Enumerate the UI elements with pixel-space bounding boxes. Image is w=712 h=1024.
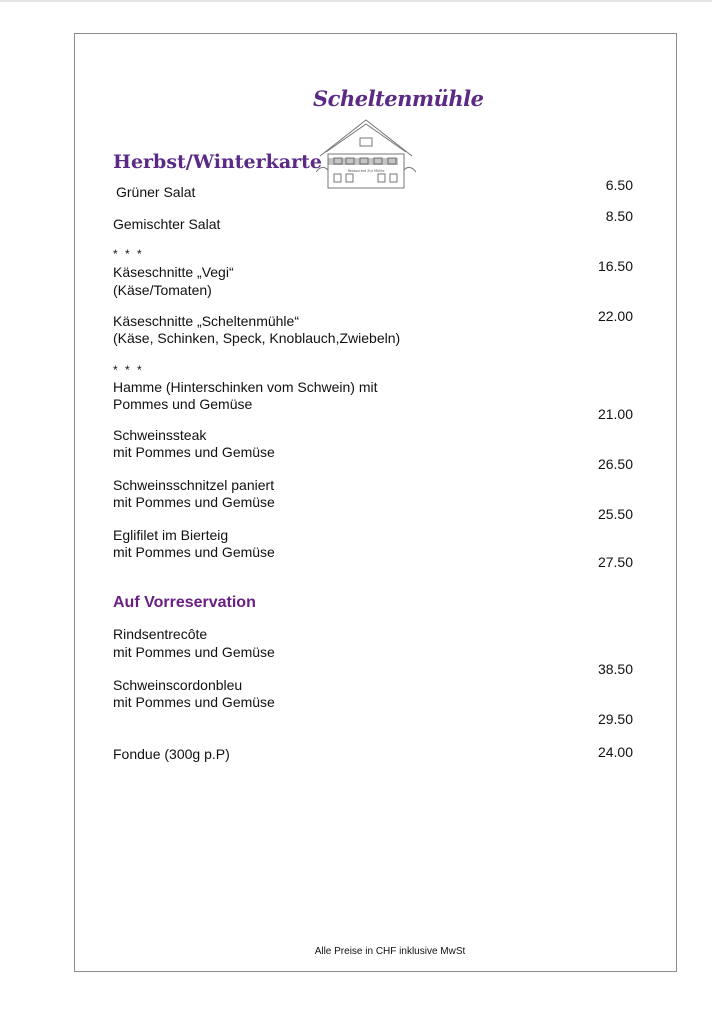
- item-6-price: 26.50: [597, 456, 633, 472]
- item-3-price: 16.50: [597, 258, 633, 274]
- top-edge-line: [0, 0, 712, 2]
- item-3-detail: (Käse/Tomaten): [113, 282, 212, 298]
- item-4-name: Käseschnitte „Scheltenmühle“: [113, 313, 299, 329]
- restaurant-logo-text: Scheltenmühle: [313, 86, 484, 111]
- item-2-name: Gemischter Salat: [113, 216, 221, 232]
- res-item-2-name: Schweinscordonbleu: [113, 677, 243, 693]
- res-item-1-price: 38.50: [597, 661, 633, 677]
- item-8-detail: mit Pommes und Gemüse: [113, 544, 275, 560]
- res-item-3-price: 24.00: [597, 744, 633, 760]
- house-drawing-icon: [316, 114, 416, 190]
- separator-1: * * *: [113, 247, 144, 261]
- res-item-1-name: Rindsentrecôte: [113, 626, 208, 642]
- item-6-detail: mit Pommes und Gemüse: [113, 444, 275, 460]
- separator-2: * * *: [113, 363, 144, 377]
- house-caption: Restaurant Zur Mühle: [347, 169, 385, 173]
- price-note: Alle Preise in CHF inklusive MwSt: [314, 946, 466, 957]
- item-7-price: 25.50: [597, 506, 633, 522]
- item-4-price: 22.00: [597, 308, 633, 324]
- item-5-detail: Pommes und Gemüse: [113, 396, 253, 412]
- res-item-3-name: Fondue (300g p.P): [113, 746, 230, 762]
- reservation-heading: Auf Vorreservation: [113, 594, 256, 611]
- item-8-price: 27.50: [597, 554, 633, 570]
- res-item-2-price: 29.50: [597, 711, 633, 727]
- item-6-name: Schweinssteak: [113, 427, 207, 443]
- item-5-price: 21.00: [597, 406, 633, 422]
- item-5-name: Hamme (Hinterschinken vom Schwein) mit: [113, 379, 378, 395]
- item-4-detail: (Käse, Schinken, Speck, Knoblauch,Zwiebeln): [113, 330, 401, 346]
- item-8-name: Eglifilet im Bierteig: [113, 527, 229, 543]
- item-2-price: 8.50: [605, 208, 633, 224]
- res-item-2-detail: mit Pommes und Gemüse: [113, 694, 275, 710]
- menu-title: Herbst/Winterkarte: [113, 151, 323, 173]
- item-1-price: 6.50: [605, 177, 633, 193]
- item-7-detail: mit Pommes und Gemüse: [113, 494, 275, 510]
- item-1-name: Grüner Salat: [116, 184, 196, 200]
- item-7-name: Schweinsschnitzel paniert: [113, 477, 275, 493]
- res-item-1-detail: mit Pommes und Gemüse: [113, 644, 275, 660]
- item-3-name: Käseschnitte „Vegi“: [113, 264, 234, 280]
